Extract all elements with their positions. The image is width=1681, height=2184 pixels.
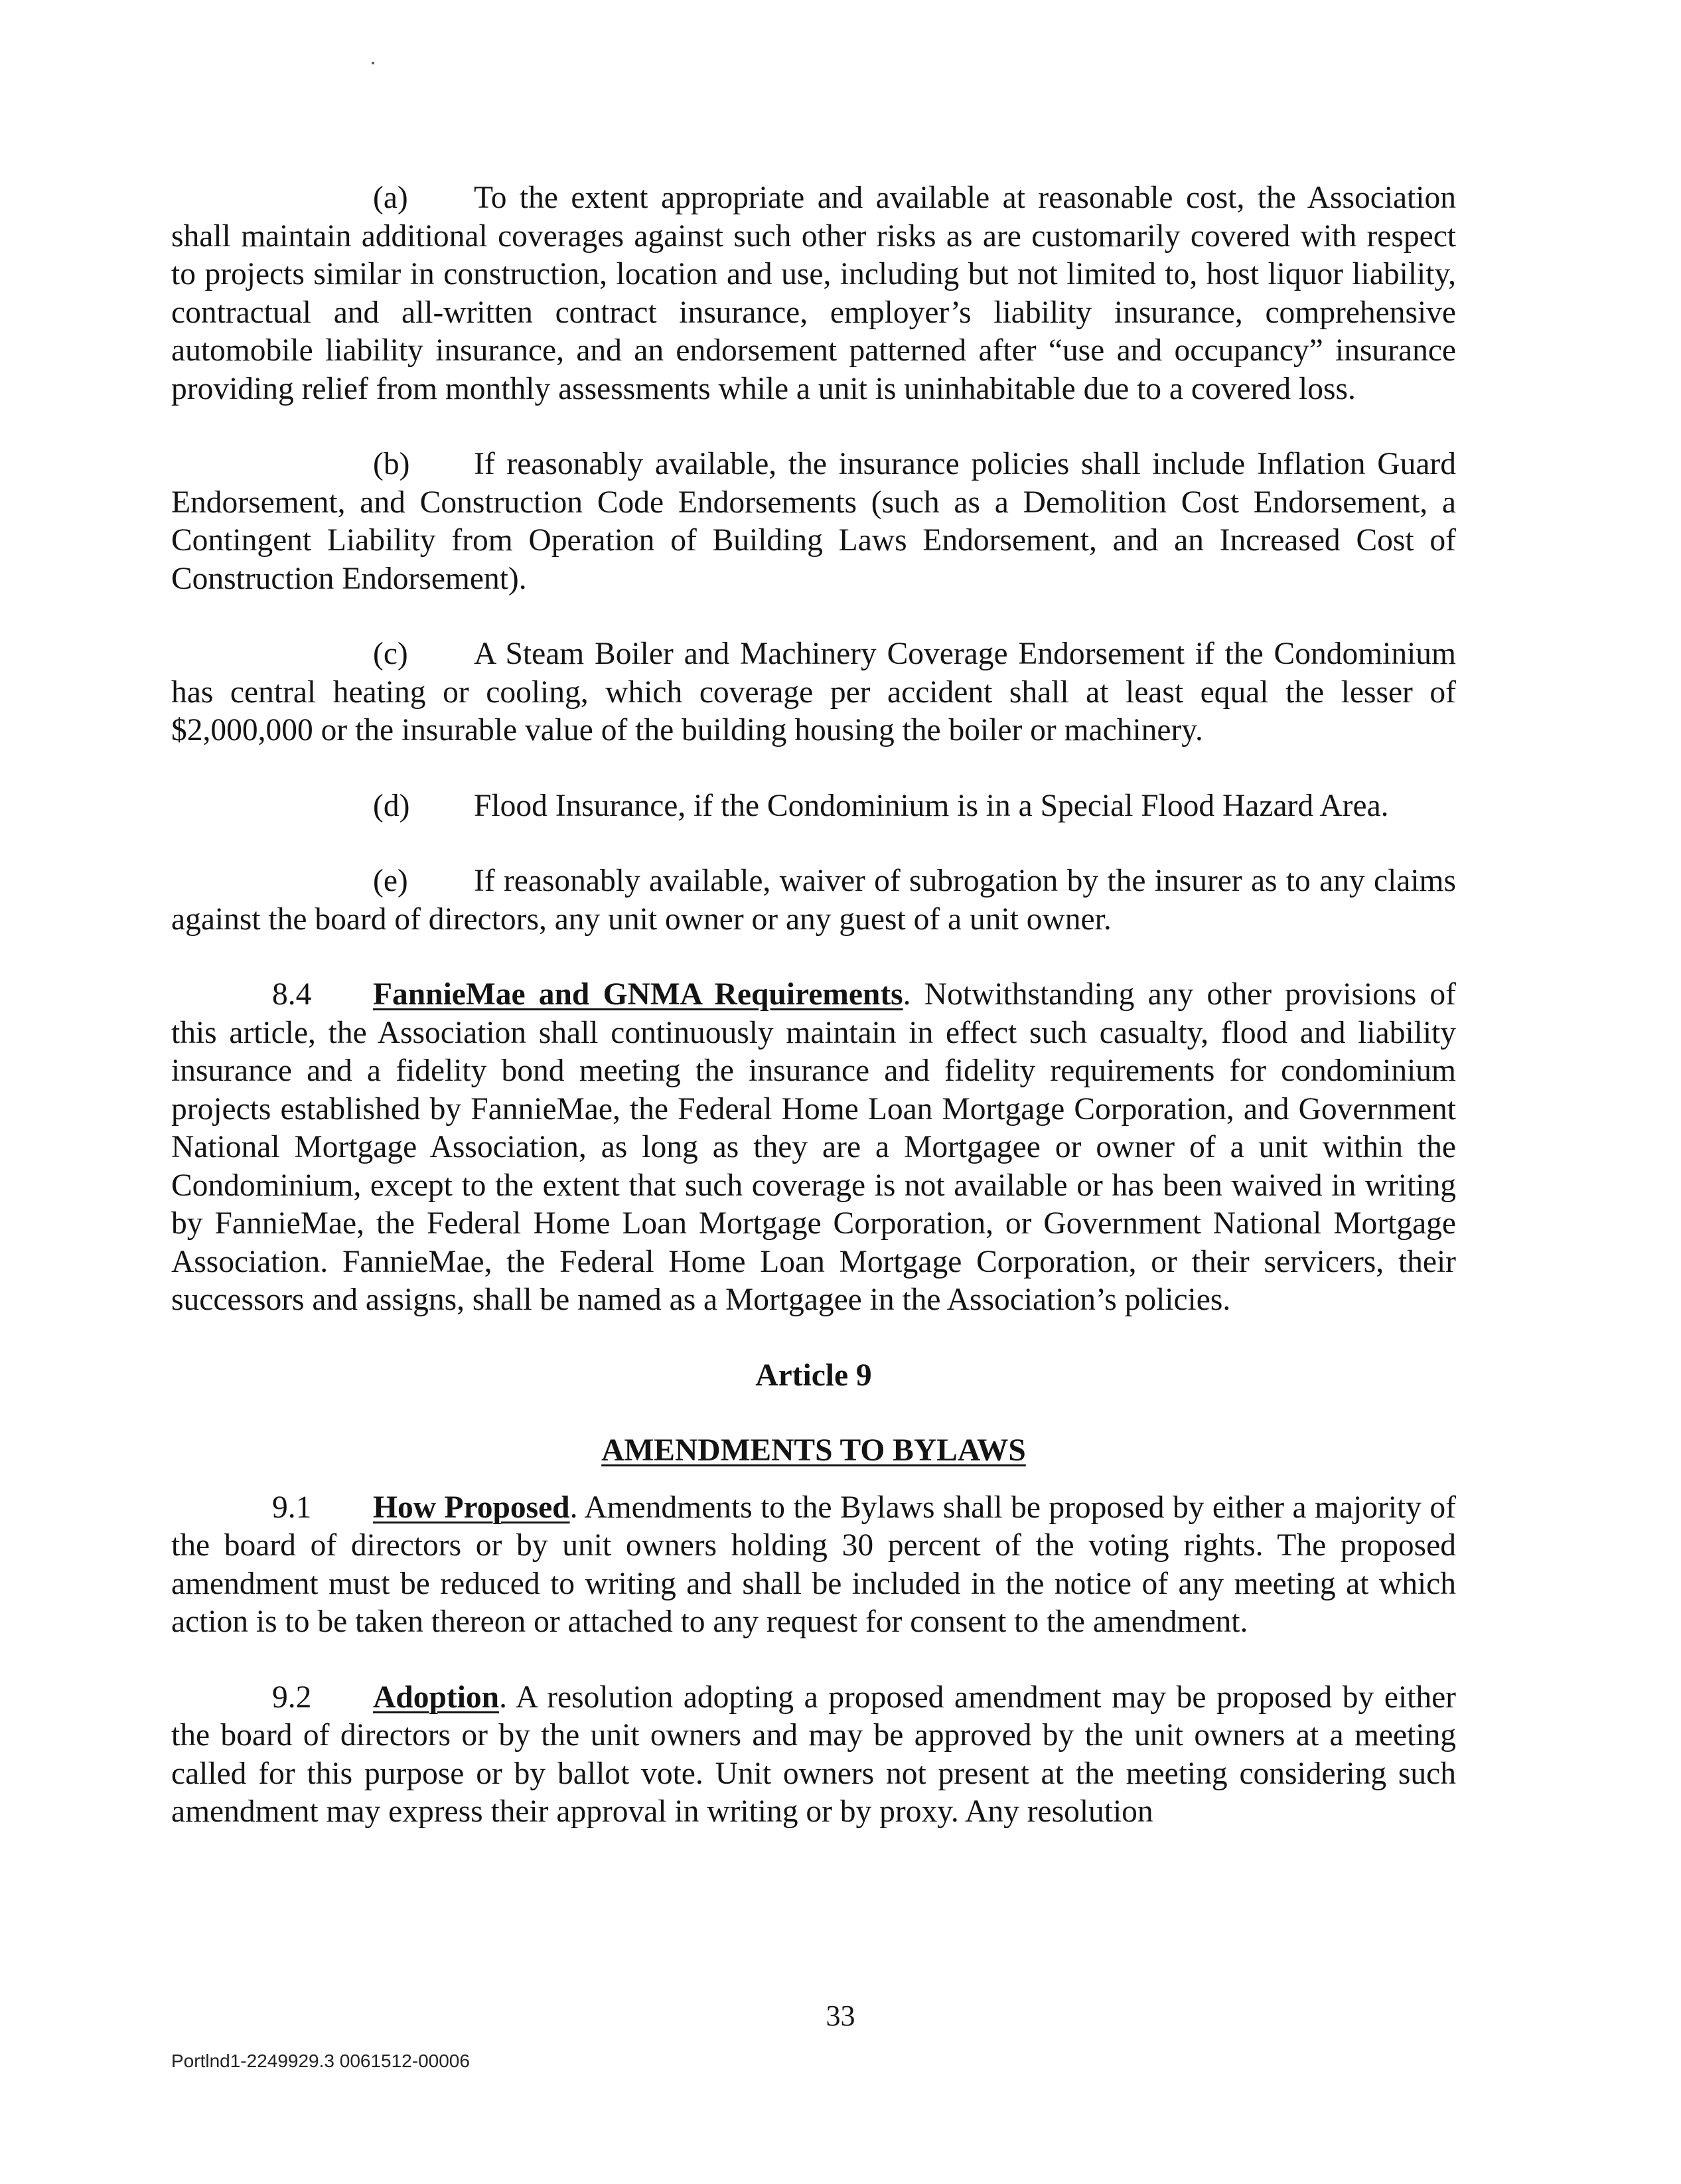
section-8-4-text: . Notwithstanding any other provisions of this article, the Association shall continuously maintain in effect such casualty, flood and liability insurance and a fidelity bond meeting the insurance and fidelity requirements for condominium projects established by FannieMae, the Federal Home Loan Mortgage Corporation, and Government National Mortgage Association, as long as they are a Mortgagee or owner of a unit within the Condominium, except to the extent that such coverage is not available or has been waived in writing by FannieMae, the Federal Home Loan Mortgage Corporation, or Government National Mortgage Association. FannieMae, the Federal Home Loan Mortgage Corporation, or their servicers, their successors and assigns, shall be named as a Mortgagee in the Association’s policies. [171, 977, 1456, 1317]
section-9-2-heading: Adoption [373, 1679, 500, 1715]
paragraph-e [171, 862, 1456, 939]
paragraph-c-text: A Steam Boiler and Machinery Coverage Endorsement if the Condominium has central heating or cooling, which coverage per accident shall at least equal the lesser of $2,000,000 or the insurable value of the building housing the boiler or machinery. [171, 637, 1456, 747]
paragraph-c [171, 635, 1456, 750]
section-9-1-number: 9.1 [272, 1490, 312, 1525]
paragraph-a-label: (a) [373, 181, 408, 215]
section-9-1-heading: How Proposed [373, 1490, 570, 1525]
scan-speck [372, 62, 374, 64]
section-9-2 [171, 1679, 1456, 1832]
section-9-2-number: 9.2 [272, 1679, 312, 1715]
paragraph-d-text: Flood Insurance, if the Condominium is in a Special Flood Hazard Area. [474, 788, 1389, 823]
article-title: AMENDMENTS TO BYLAWS [601, 1433, 1026, 1468]
paragraph-a-text: To the extent appropriate and available at reasonable cost, the Association shall maintain additional coverages against such other risks as are customarily covered with respect to projects similar in construction, location and use, including but not limited to, host liquor liability, contractual and all-written contract insurance, employer’s liability insurance, comprehensive automobile liability insurance, and an endorsement patterned after “use and occupancy” insurance providing relief from monthly assessments while a unit is uninhabitable due to a covered loss. [171, 181, 1456, 406]
paragraph-d [171, 787, 1456, 826]
paragraph-b-text: If reasonably available, the insurance policies shall include Inflation Guard Endorsement, and Construction Code Endorsements (such as a Demolition Cost Endorsement, a Contingent Liability from Operation of Building Laws Endorsement, and an Increased Cost of Construction Endorsement). [171, 447, 1456, 596]
article-number: Article 9 [755, 1358, 872, 1393]
section-8-4-number: 8.4 [272, 977, 312, 1012]
page-number: 33 [826, 1999, 855, 2032]
document-page [171, 179, 1456, 1832]
paragraph-d-label: (d) [373, 788, 410, 823]
paragraph-e-label: (e) [373, 864, 408, 898]
document-id: Portlnd1-2249929.3 0061512-00006 [171, 2051, 470, 2071]
paragraph-e-text: If reasonably available, waiver of subrogation by the insurer as to any claims against the board of directors, any unit owner or any guest of a unit owner. [171, 864, 1456, 937]
paragraph-b-label: (b) [373, 447, 410, 481]
section-9-2-text: . A resolution adopting a proposed amendment may be proposed by either the board of directors or by the unit owners and may be approved by the unit owners at a meeting called for this purpose or by ballot vote. Unit owners not present at the meeting considering such amendment may express their approval in writing or by proxy. Any resolution [171, 1679, 1456, 1829]
paragraph-b [171, 445, 1456, 598]
paragraph-c-label: (c) [373, 637, 408, 671]
section-9-1-text: . Amendments to the Bylaws shall be proposed by either a majority of the board of directors or by unit owners holding 30 percent of the voting rights. The proposed amendment must be reduced to writing and shall be included in the notice of any meeting at which action is to be taken thereon or attached to any request for consent to the amendment. [171, 1490, 1456, 1639]
section-8-4 [171, 976, 1456, 1320]
section-8-4-heading: FannieMae and GNMA Requirements [373, 977, 903, 1012]
paragraph-a [171, 179, 1456, 408]
section-9-1 [171, 1489, 1456, 1642]
